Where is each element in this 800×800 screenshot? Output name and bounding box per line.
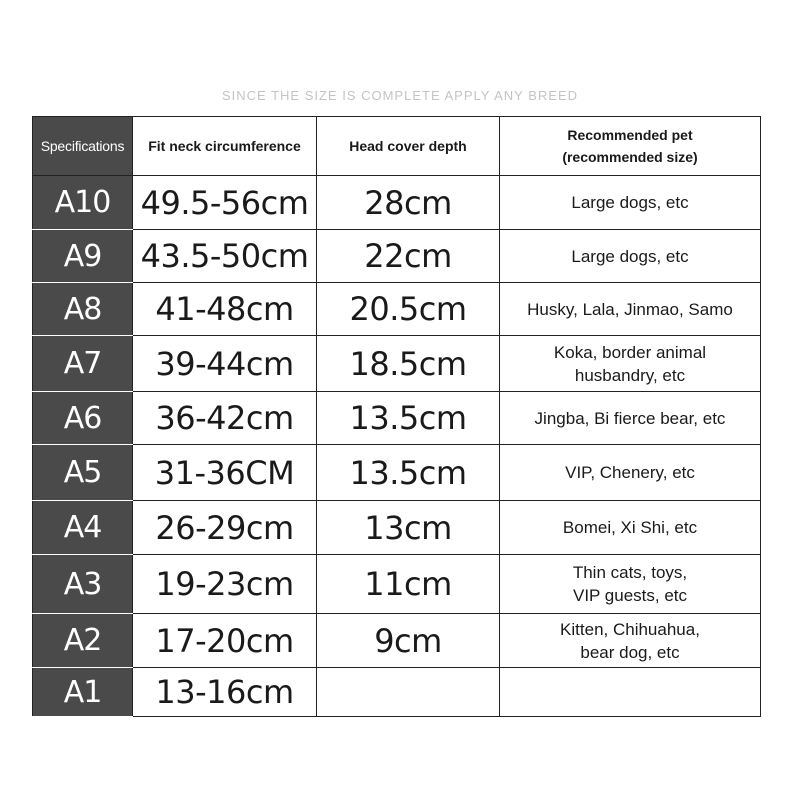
depth-cell: 13.5cm: [317, 445, 500, 501]
spec-cell: A2: [33, 614, 133, 668]
depth-cell: 28cm: [317, 176, 500, 230]
header-neck-circumference: Fit neck circumference: [133, 117, 317, 176]
spec-cell: A4: [33, 501, 133, 555]
pet-line1: Jingba, Bi fierce bear, etc: [534, 408, 726, 428]
depth-cell: 13cm: [317, 501, 500, 555]
pet-line1: Large dogs, etc: [571, 246, 689, 266]
spec-cell: A3: [33, 555, 133, 614]
table-row: [33, 230, 761, 283]
pet-line1: VIP, Chenery, etc: [565, 463, 695, 482]
pet-cell: [500, 392, 761, 445]
neck-cell: 17-20cm: [133, 614, 317, 668]
table-row: [33, 176, 761, 230]
header-recommended-pet: [500, 117, 761, 176]
pet-line2: VIP guests, etc: [572, 586, 688, 605]
header-specifications: Specifications: [33, 117, 133, 176]
pet-line1: Bomei, Xi Shi, etc: [562, 518, 698, 537]
table-row: [33, 555, 761, 614]
table-row: [33, 392, 761, 445]
header-recommended-pet-line1: Recommended pet: [567, 127, 693, 143]
neck-cell: 19-23cm: [133, 555, 317, 614]
pet-line1: Husky, Lala, Jinmao, Samo: [527, 299, 733, 319]
depth-cell: 9cm: [317, 614, 500, 668]
depth-cell: 13.5cm: [317, 392, 500, 445]
table-row: [33, 668, 761, 717]
pet-line2: bear dog, etc: [580, 642, 680, 662]
neck-cell: 31-36CM: [133, 445, 317, 501]
neck-cell: 36-42cm: [133, 392, 317, 445]
pet-cell: [500, 230, 761, 283]
neck-cell: 49.5-56cm: [133, 176, 317, 230]
spec-cell: A1: [33, 668, 133, 717]
pet-cell: [500, 176, 761, 230]
table-row: [33, 336, 761, 392]
pet-line1: Thin cats, toys,: [572, 563, 688, 582]
depth-cell: 11cm: [317, 555, 500, 614]
size-chart-table: [32, 116, 761, 717]
spec-cell: A8: [33, 283, 133, 336]
depth-cell: 18.5cm: [317, 336, 500, 392]
table-header-row: [33, 117, 761, 176]
spec-cell: A10: [33, 176, 133, 230]
pet-cell: [500, 668, 761, 717]
pet-line2: husbandry, etc: [574, 365, 686, 385]
neck-cell: 13-16cm: [133, 668, 317, 717]
pet-cell: [500, 614, 761, 668]
depth-cell: [317, 668, 500, 717]
pet-cell: [500, 336, 761, 392]
table-row: [33, 501, 761, 555]
pet-line1: Koka, border animal: [553, 342, 707, 362]
pet-cell: [500, 445, 761, 501]
pet-cell: [500, 501, 761, 555]
spec-cell: A6: [33, 392, 133, 445]
spec-cell: A7: [33, 336, 133, 392]
table-row: [33, 614, 761, 668]
pet-cell: [500, 283, 761, 336]
neck-cell: 41-48cm: [133, 283, 317, 336]
neck-cell: 26-29cm: [133, 501, 317, 555]
header-head-cover-depth: Head cover depth: [317, 117, 500, 176]
pet-line1: Large dogs, etc: [571, 193, 689, 212]
pet-line1: Kitten, Chihuahua,: [560, 619, 700, 639]
neck-cell: 39-44cm: [133, 336, 317, 392]
pet-cell: [500, 555, 761, 614]
depth-cell: 20.5cm: [317, 283, 500, 336]
table-row: [33, 283, 761, 336]
spec-cell: A9: [33, 230, 133, 283]
table-row: [33, 445, 761, 501]
header-recommended-pet-line2: (recommended size): [562, 149, 698, 165]
neck-cell: 43.5-50cm: [133, 230, 317, 283]
spec-cell: A5: [33, 445, 133, 501]
depth-cell: 22cm: [317, 230, 500, 283]
table-subtitle: SINCE THE SIZE IS COMPLETE APPLY ANY BREED: [221, 88, 579, 103]
